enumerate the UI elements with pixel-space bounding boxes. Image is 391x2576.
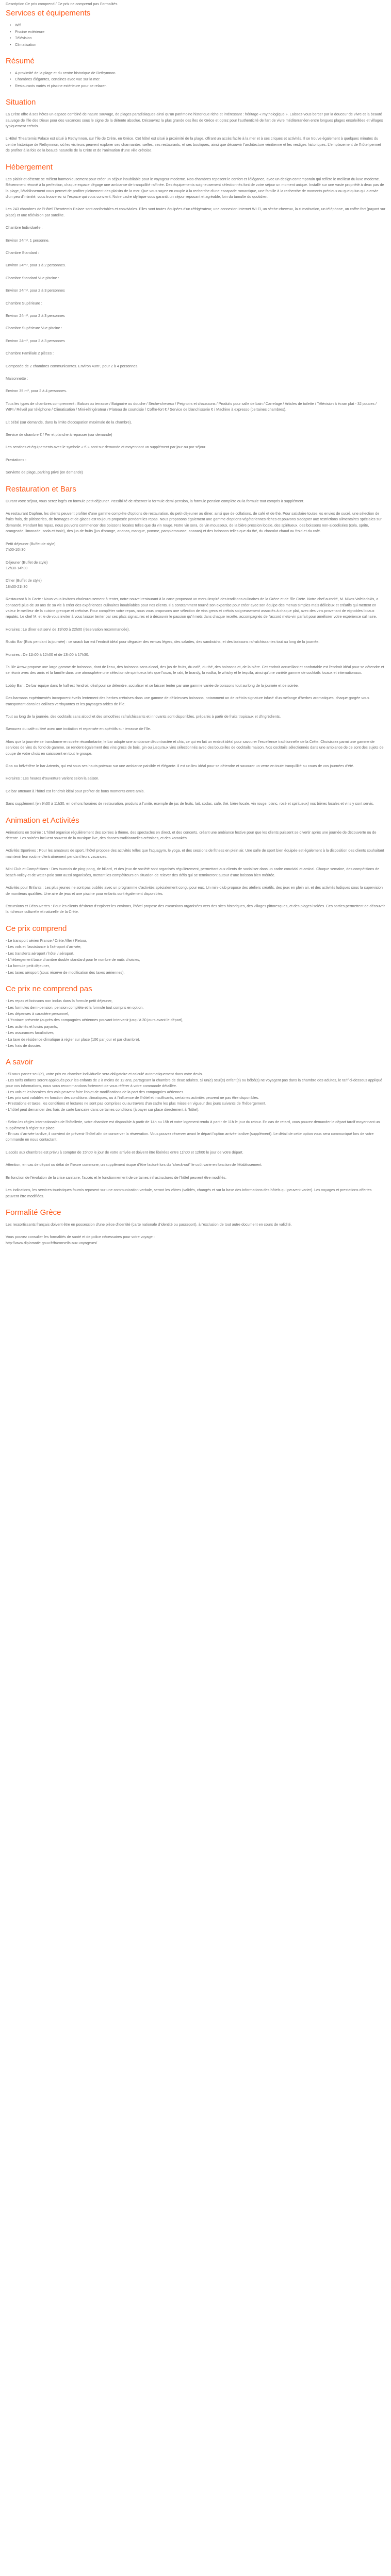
paragraph: Attention, en cas de départ ou délai de l'heure commune, un supplément risque d'être facturé lors du "check-out" le coût varie en fonction de l'établissement. (6, 1162, 263, 1167)
resume-section (6, 57, 385, 89)
room-line: Environ 24m², pour 1 à 2 personnes. (6, 263, 66, 268)
room-line: Chambre Standard : (6, 250, 39, 255)
list-item: - Les vols et l'assistance à l'aéroport d'arrivée, (6, 944, 82, 950)
paragraph: Des barmans expérimentés incorporent éveils lentement des herbes crétoises dans une gamme de délicieuses boissons, notamment un de crétoïs signature infusé d'un mélange d'herbes aromatiques, chaque gorgée vous transportant dans les collines verdoyantes et les paysages arides de l'île. (6, 696, 369, 706)
room-line: Environ 24m², pour 2 à 3 personnes (6, 288, 65, 293)
a-savoir-title: A savoir (6, 1058, 34, 1067)
paragraph: Serviette de plage, parking privé (en demande) (6, 470, 83, 475)
paragraph: Ce bar attenant à l'hôtel est l'endroit idéal pour profiter de bons moments entre amis. (6, 788, 145, 793)
paragraph: Horaires : Les heures d'ouverture varient selon la saison. (6, 776, 100, 781)
hebergement-section (6, 163, 385, 476)
list-item: - Les repas et boissons non inclus dans la formule petit déjeuner, (6, 998, 112, 1004)
resume-title: Résumé (6, 57, 35, 66)
list-item: • Wifi (6, 22, 385, 28)
services-section (6, 9, 385, 47)
paragraph: - Selon les règles internationales de l'hôtellerie, votre chambre est disponible à partir de 14h ou 15h et votre logement rendu à partir de 11h le jour du retour. En cas de retard, vous pouvez demander le départ tardif moyennant un supplément à régler sur place. - En cas d'arrivée tardive, il convient de prévenir l'hôtel afin de conserver la réservation. Vous pouvez réserver avant le départ l'option arrivée tardive (supplément). Le détail de cette option vous sera communiqué lors de votre commande en nous contactant. (6, 1120, 380, 1142)
paragraph: Tout au long de la journée, des cocktails sans alcool et des smoothies rafraîchissants et innovants sont disponibles, préparés à partir de fruits tropicaux et d'ingrédients. (6, 714, 281, 719)
paragraph: Prestations : (6, 457, 26, 462)
animation-title: Animation et Activités (6, 816, 79, 825)
room-line: Environ 24m², 1 personne. (6, 238, 50, 243)
list-item: - La formule petit déjeuner, (6, 963, 50, 969)
paragraph: Déjeuner (Buffet de style) 12h30-14h30 (6, 560, 48, 570)
paragraph: Animations en Soirée : L'hôtel organise régulièrement des soirées à thème, des spectacles en direct, et des concerts, créant une ambiance festive pour que les clients puissent se divertir après une journée de découverte ou de détente. Les soirées incluent souvent de la musique live, des danses traditionnelles crétoises, et des karaokés. (6, 829, 377, 841)
list-item: - L'hébergement base chambre double standard pour le nombre de nuits choisies, (6, 957, 140, 962)
intro-text: Description Ce prix comprend / Ce prix ne comprend pas Formalités (6, 2, 118, 6)
list-item: - Le transport aérien France / Crète Aller / Retour, (6, 938, 87, 943)
services-list (6, 22, 385, 47)
room-line: Chambre Standard Vue piscine : (6, 275, 59, 280)
room-line: Chambre Supérieure Vue piscine : (6, 326, 62, 331)
formalites-title: Formalité Grèce (6, 1208, 61, 1217)
paragraph: Mini-Club et Compétitions : Des tournois de ping-pong, de billard, et des jeux de société sont organisés régulièrement, permettant aux clients de socialiser dans un cadre convivial et amical. Chaque semaine, des compétitions de beach-volley et de water-polo sont aussi organisées, mettant les compétiteurs en situation de relever des défis qui se termineront autour d'une boisson bien méritée. (6, 867, 380, 877)
list-item: - Les assurances facultatives, (6, 1030, 55, 1036)
paragraph: Savourez du café cultivé avec une incitation et repensée en apéritifs sur terrasse de l'île. (6, 726, 151, 732)
paragraph: Activités Sportives : Pour les amateurs de sport, l'hôtel propose des activités telles que l'aquagym, le yoga, et des sessions de fitness en plein air. Une salle de sport bien équipée est également à la disposition des clients souhaitant maintenir leur routine d'entraînement pendant leurs vacances. (6, 848, 384, 859)
paragraph: Goa au bélvédère le bar Artemis, qui est sous ses hauts poteaux sur une ambiance paisible et élégante. Il est un lieu idéal pour se détendre et savourer un verre en toute tranquillité au cours de vos journées d'été. (6, 764, 354, 769)
restauration-title: Restauration et Bars (6, 484, 76, 494)
prix-comprend-list (6, 938, 385, 975)
paragraph: L'Hôtel Theartemis Palace est situé à Rethymnon, sur l'île de Crète, en Grèce. Cet hôtel est situé à proximité de la plage, offrant un accès facile à la mer et à ses criques et activités. Il se trouve également à quelques minutes du centre historique de Rethymnon, où les visiteurs peuvent explorer ses charmantes ruelles, ses restaurants, et ses boutiques, ainsi que découvrir l'architecture vénitienne et les vestiges historiques. L'emplacement de l'hôtel permet de profiter à la fois de la beauté naturelle de la Crète et de l'animation d'une ville crétoise. (6, 136, 381, 153)
room-line: Environ 24m², pour 2 à 3 personnes (6, 338, 65, 343)
prix-ne-comprend-section (6, 985, 385, 1048)
formalites-section (6, 1208, 385, 1246)
room-line: Environ 35 m², pour 2 à 4 personnes. (6, 388, 67, 394)
paragraph: - Si vous partez seul(e), votre prix en chambre individuelle sera obligatoire et calculé automatiquement dans votre devis. - Les tarifs enfants seront appliqués pour les enfants de 2 à moins de 12 ans, partageant la chambre de deux adultes. Si un(e) seul(e) enfant(s) ou bébé(s) ne voyagent pas dans la chambre des adultes, le tarif ci-dessous appliqué pour vos informations, nous vous recommandons fortement de vous référer à votre commande détaillée. - Les vols et les horaires des vols peuvent faire l'objet de modifications de la part des compagnies aériennes. - Les prix sont valables en fonction des conditions climatiques, ou à l'influence de l'hôtel et insuffisants, certaines activités peuvent ne pas être disponibles. - Prestations et taxes, les conditions et lectures ne sont pas comprises ou au travers d'un cadre les plus mises en vigueur des jours suivants de l'hébergement. - L'hôtel peut demander des frais de carte bancaire dans certaines conditions (à payer sur place directement à l'hôtel). (6, 1072, 382, 1112)
a-savoir-section (6, 1058, 385, 1199)
list-item: • Piscine extérieure (6, 29, 385, 35)
list-item: • A proximité de la plage et du centre historique de Rethymnon. (6, 70, 385, 76)
paragraph: Horaires : De 11h00 à 12h00 et de 13h00 à 17h30. (6, 652, 89, 657)
paragraph: Activités pour Enfants : Les plus jeunes ne sont pas oubliés avec un programme d'activités spécialement conçu pour eux. Un mini-club propose des ateliers créatifs, des jeux en plein air, et des activités ludiques sous la supervision de moniteurs qualifiés. Une aire de jeux et une piscine pour enfants sont également disponibles. (6, 885, 383, 896)
list-item: - Les frais de dossier. (6, 1043, 41, 1048)
paragraph: Service de chambre € / Fer et planche à repasser (sur demande) (6, 432, 112, 437)
resume-list (6, 70, 385, 89)
paragraph: Lit bébé (sur demande, dans la limite d'occupation maximale de la chambre). (6, 419, 132, 425)
situation-title: Situation (6, 98, 36, 107)
list-item: • Climatisation (6, 42, 385, 47)
paragraph: Les plaisir et détente se mêlent harmonieusement pour créer un séjour inoubliable pour le voyageur moderne. Nos chambres reposent le confort et l'élégance, avec un design contemporain qui reflète le meilleur du luxe moderne. Récemment rénové à la perfection, chaque espace dégage une ambiance de tranquillité raffinée. Des équipements soigneusement sélectionnés font de votre séjour un moment unique. Installé sur une vaste propriété à deux pas de la plage, l'établissement vous permet de profiter pleinement des plaisirs de la mer. Que vous soyez en couple à la recherche d'une escapade romantique, une famille à la recherche de moments précieux ou quelqu'un qui a envie d'un peu d'intimité, vous trouverez ici l'espace qui vous convient. Notre cadre idyllique vous garantit un séjour reposant et agréable, loin du tumulte du quotidien. (6, 176, 384, 199)
paragraph: Lobby Bar : Ce bar équipe dans le hall est l'endroit idéal pour se détendre, socialiser et se laisser tenter par une gamme variée de boissons tout au long de la journée et de soirée. (6, 683, 299, 688)
paragraph: Restaurant à la Carte : Nous vous invitons chaleureusement à tenter, notre nouvel restaurant à la carte proposant un menu inspiré des traditions culinaires de la Grèce et de l'île Crète. Notre chef autorité, M. Nikos Vafeiadakis, a consacré plus de 30 ans de sa vie à créer des expériences culinaires inoubliables pour nos clients. Il a constamment tourné son expertise pour créer avec son équipe des menus simples mais délicieux et créatifs qui mettent en valeur le meilleur de la cuisine grecque et crétoise. Pour compléter votre repas, nous vous proposons une sélection de vins grecs et crétois soigneusement associés à chaque plat, avec des vins provenant de vignobles locaux réputés. Le chef M. et le de vous inviter à vous laisser tenter par ses plats signatures et à découvrir le passion qu'il mets dans chaque recette, accompagnés de l'accord mets-vin parfait pour améliorer votre expérience culinaire. (6, 597, 379, 619)
list-item: • Télévision (6, 35, 385, 41)
paragraph: Petit déjeuner (Buffet de style) 7h00-10h30 (6, 541, 56, 552)
room-line: Chambre Individuelle : (6, 225, 43, 230)
paragraph: Au restaurant Daphne, les clients peuvent profiter d'une gamme complète d'options de restauration, du petit-déjeuner au dîner, ainsi que de collations, de café et de thé. Pour satisfaire toutes les envies de sucré, une sélection de fruits frais, de pâtisseries, de fromages et de glaces est toujours proposée pendant les repas. Nous proposons également une gamme d'options végétariennes riches et pouvons s'adapter aux restrictions alimentaires spéciales sur demande. Pendant les repas, nous pouvons commencer des boissons locales telles que du vin rouge. Notre vin sera, de vin mousseux, de la bière pression locale, des spiritueux, des boissons non-alcoolisées (cola, sprite, orangeade, limonade, soda et tonic), des jus de fruits (jus d'orange, ananas, mangue, pomme, pamplemousse, ananas) et des boissons telles que du thé, du chocolat chaud ou froid et du café. (6, 511, 382, 534)
paragraph: Les services et équipements avec le symbole « € » sont sur demande et moyennant un supplément par jour ou par séjour. (6, 445, 206, 450)
paragraph: Durant votre séjour, vous serez logés en formule petit déjeuner. Possibilité de réserver la formule demi-pension, la formule pension complète ou la formule tout compris à supplément. (6, 498, 304, 503)
hebergement-title: Hébergement (6, 162, 53, 172)
page (0, 0, 391, 1246)
paragraph: Alors que la journée se transforme en soirée réconfortante, le bar adopte une ambiance décontractée et chic, ce qui en fait un endroit idéal pour savourer l'excellence traditionnelle de la Crète. Choisissez parmi une gamme de services de vins du fond de gamme, se rendent également des vins grecs de bois, gin ou jusqu'aux vins sélectionnés avec des bouteilles de cocktails maison. Nos cocktails sélectionnés dans une ambiance de ce sont des sujets de coupe de votre choix en saisissent en tout le groupe. (6, 739, 384, 756)
prix-comprend-title: Ce prix comprend (6, 924, 67, 933)
paragraph: Tous les types de chambres comprennent : Balcon ou terrasse / Baignoire ou douche / Sèche-cheveux / Peignoirs et chaussons / Produits pour salle de bain / Carrelage / Articles de toilette / Télévision à écran plat - 32 pouces / WIFI / Réveil par téléphone / Climatisation / Mini-réfrigérateur / Plateau de courtoisie / Coffre-fort € / Service de blanchisserie € / Machine à expresso (certaines chambres). (6, 401, 377, 412)
room-line: Composée de 2 chambres communicantes. Environ 40m², pour 2 à 4 personnes. (6, 363, 139, 368)
list-item: - L'écotaxe présente (auprès des compagnies aériennes pouvant intervenir jusqu'à 30 jours avant le départ), (6, 1018, 184, 1023)
paragraph: Sans supplément (en 9h30 à 11h30, en dehors horaires de restauration, produits à l'unité, exemple de jus de fruits, lait, sodas, café, thé, bière locale, vin rouge, blanc, rosé et spiritueux) nos bières locales et vins y sont servis. (6, 801, 374, 806)
paragraph: En fonction de l'évolution de la crise sanitaire, l'accès et le fonctionnement de certaines infrastructures de l'hôtel peuvent être modifiés. (6, 1175, 227, 1180)
paragraph: Dîner (Buffet de style) 18h30-21h30 (6, 578, 42, 589)
room-line: Maisonnette : (6, 376, 28, 381)
paragraph: La Crète offre à ses hôtes un espace combiné de nature sauvage, de plages paradisiaques ainsi qu'un patrimoine historique riche et intéressant : héritage « mythologique ». Laissez-vous bercer par la douceur de vivre et la beauté sauvage de l'île des Dieux pour des vacances sous le signe de la détente absolue. Découvrez la plus grande des îles de Grèce et optez pour l'authenticité de l'art de vivre méditerranéen entre longues plages ensoleillées et villages typiquement crétois. (6, 112, 383, 129)
room-line: Chambre Supérieure : (6, 300, 42, 306)
prix-ne-comprend-title: Ce prix ne comprend pas (6, 985, 92, 994)
list-item: - Les transferts aéroport / hôtel / aéroport, (6, 951, 75, 956)
services-title: Services et équipements (6, 9, 91, 18)
room-line: Environ 24m², pour 2 à 3 personnes (6, 313, 65, 318)
paragraph: Les indications, les services touristiques fournis reposent sur une communication verbale, seront les vôtres (validés, changés et sur la base des informations des hôtels qui peuvent varier). Les voyages et prestations offertes peuvent être modifiées. (6, 1188, 372, 1198)
prix-ne-comprend-list (6, 998, 385, 1048)
situation-section (6, 98, 385, 153)
list-item: • Restaurants variés et piscine extérieure pour se relaxer. (6, 83, 385, 89)
list-item: - Les activités et loisirs payants, (6, 1024, 58, 1029)
list-item: - Les formules demi-pension, pension complète et la formule tout compris en option, (6, 1005, 144, 1010)
paragraph: Ta Ble Arrow propose une large gamme de boissons, dont de l'eau, des boissons sans alcool, des jus de fruits, du café, du thé, des boissons et, de la bière. Cet endroit accueillant et confortable est l'endroit idéal pour se détendre et se réunir avec des amis et la famille dans une atmosphère une sélection de spiritueux tels que l'ouzo, le raki, le brandy, la vodka, le whisky et le tequila, ainsi qu'une variété gamme de cocktails locaux et internationaux. (6, 664, 384, 675)
paragraph: Vous pouvez consulter les formalités de santé et de police nécessaires pour votre voyage : http://www.diplomatie.gouv.fr/fr/conseils-aux-voyageurs/ (6, 1234, 155, 1245)
animation-section (6, 816, 385, 915)
restauration-section (6, 485, 385, 807)
paragraph: Les 243 chambres de l'Hôtel Theartemis Palace sont confortables et conviviales. Elles sont toutes équipées d'un réfrigérateur, une connexion Internet Wi-Fi, un sèche-cheveux, la climatisation, un téléphone, un coffre-fort (payant sur place) et une télévision par satellite. (6, 207, 386, 217)
prix-comprend-section (6, 924, 385, 975)
list-item: - Les taxes aéroport (sous réserve de modification des taxes aériennes). (6, 970, 125, 975)
room-line: Chambre Familiale 2 pièces : (6, 351, 54, 356)
paragraph: Excursions et Découvertes : Pour les clients désireux d'explorer les environs, l'hôtel propose des excursions organisées vers des sites historiques, des villages pittoresques, et des plages isolées. Ces sorties permettent de découvrir la richesse culturelle et naturelle de la Crète. (6, 903, 385, 914)
paragraph: L'accès aux chambres est prévu à compter de 15h00 le jour de votre arrivée et doivent être libérées entre 11h00 et 12h00 le jour de votre départ. (6, 1149, 243, 1155)
paragraph: Horaires : Le dîner est servi de 19h00 à 22h00 (réservation recommandée). (6, 626, 130, 632)
paragraph: Rustic Bar (Bois pendant la journée) : ce snack bar est l'endroit idéal pour déguster des en-cas légers, des salades, des sandwichs, et des boissons rafraîchissantes tout au long de la journée. (6, 639, 320, 645)
list-item: - La taxe de résidence climatique à régler sur place (10€ par jour et par chambre), (6, 1037, 140, 1042)
list-item: • Chambres élégantes, certaines avec vue sur la mer. (6, 76, 385, 82)
list-item: - Les dépenses à caractère personnel, (6, 1011, 69, 1016)
paragraph: Les ressortissants français doivent être en possession d'une pièce d'identité (carte nationale d'identité ou passeport), à l'exclusion de tout autre document en cours de validité. (6, 1222, 292, 1227)
